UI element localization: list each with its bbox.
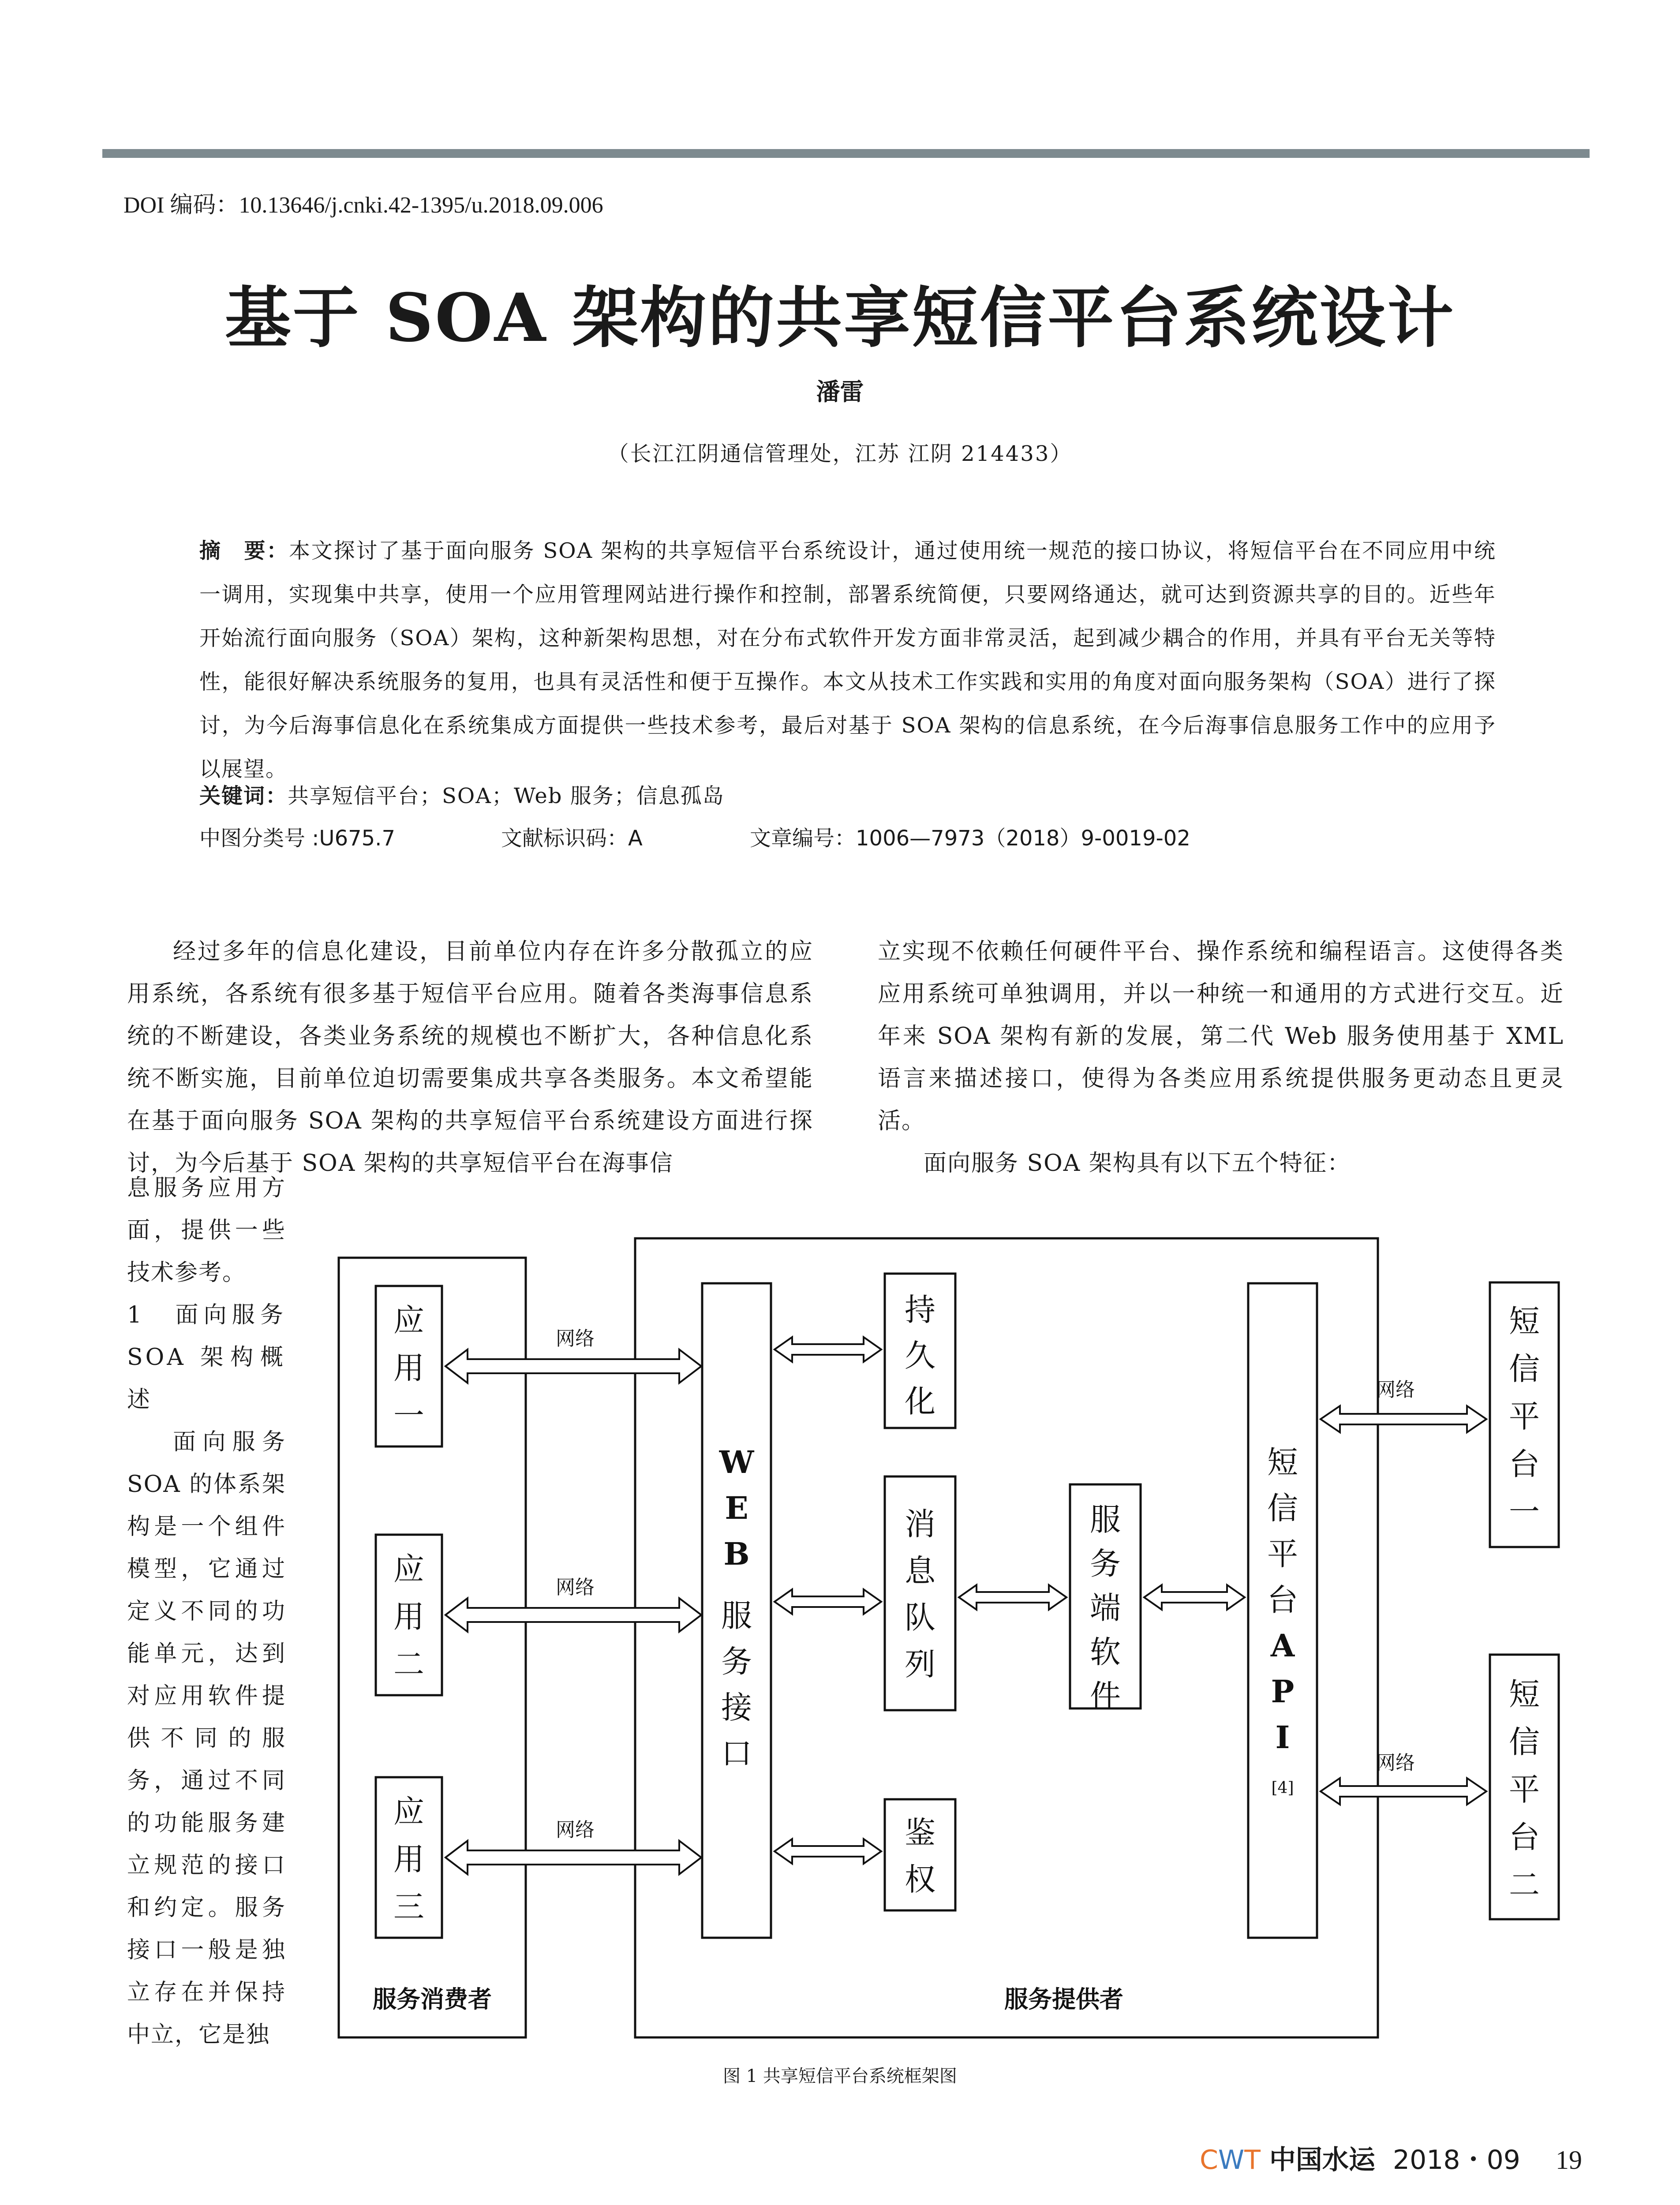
arrow-web-persistence [775, 1337, 881, 1362]
auth-text-char: 权 [905, 1861, 935, 1898]
arrow-app1-web [445, 1349, 701, 1383]
keywords [199, 779, 725, 809]
arrow-api-sms1 [1321, 1406, 1486, 1432]
sms-2-text-char: 短 [1509, 1676, 1540, 1712]
architecture-diagram [326, 1226, 1605, 2064]
server-text-char: 服 [1090, 1502, 1121, 1538]
author: 潘雷 [816, 378, 864, 406]
abstract-text: 本文探讨了基于面向服务 SOA 架构的共享短信平台系统设计，通过使用统一规范的接口协议，将短信平台在不同应用中统一调用，实现集中共享，使用一个应用管理网站进行操作和控制，部署系统简便，只要网络通达，就可达到资源共享的目的。近些年开始流行面向服务（SOA）架构，这种新架构思想，对在分布式软件开发方面非常灵活，起到减少耦合的作用，并具有平台无关等特性，能很好解决系统服务的复用，也具有灵活性和便于互操作。本文从技术工作实践和实用的角度对面向服务架构（SOA）进行了探讨，为今后海事信息化在系统集成方面提供一些技术参考，最后对基于 SOA 架构的信息系统，在今后海事信息服务工作中的应用予以展望。 [199, 538, 1496, 781]
cwt-logo [1200, 2145, 1261, 2175]
network-label-1: 网络 [556, 1327, 595, 1350]
app-2-text-char: 应 [393, 1551, 424, 1587]
body-paragraph-intro: 经过多年的信息化建设，目前单位内存在许多分散孤立的应用系统，各系统有很多基于短信平台应用。随着各类海事信息系统的不断建设，各类业务系统的规模也不断扩大，各种信息化系统不断实施，目前单位迫切需要集成共享各类服务。本文希望能在基于面向服务 SOA 架构的共享短信平台系统建设方面进行探讨，为今后基于 SOA 架构的共享短信平台在海事信 [127, 938, 813, 1177]
body-paragraph-features: 面向服务 SOA 架构具有以下五个特征： [924, 1150, 1351, 1177]
figure-caption: 图 1 共享短信平台系统框架图 [723, 2066, 957, 2086]
app-3-text-char: 三 [393, 1889, 424, 1925]
provider-container [635, 1238, 1378, 2037]
doi-line: DOI 编码：10.13646/j.cnki.42-1395/u.2018.09.006 [123, 193, 603, 218]
provider-label: 服务提供者 [1004, 1985, 1123, 2013]
cwt-logo-w: W [1218, 2145, 1245, 2175]
web-service-text-char: E [725, 1490, 748, 1526]
sms-2-text-char: 二 [1509, 1867, 1540, 1903]
affiliation: （长江江阴通信管理处，江苏 江阴 214433） [607, 441, 1073, 466]
app-1-text-char: 应 [393, 1302, 424, 1338]
sms-1-text-char: 一 [1509, 1494, 1540, 1530]
auth-text-char: 鉴 [905, 1815, 935, 1851]
api-text-char: 短 [1267, 1444, 1298, 1480]
network-label-2: 网络 [556, 1576, 595, 1599]
arrow-queue-server [959, 1585, 1066, 1610]
sms-2-text-char: 信 [1509, 1724, 1540, 1760]
arrow-api-sms2 [1321, 1778, 1486, 1805]
sms-1-text-char: 平 [1509, 1398, 1540, 1435]
arrow-web-queue [775, 1589, 881, 1614]
body-paragraph-intro-cont: 息服务应用方面，提供一些技术参考。 [127, 1175, 286, 1286]
journal-name: 中国水运 [1269, 2145, 1375, 2175]
api-text-char: A [1270, 1627, 1295, 1664]
network-label-3: 网络 [556, 1819, 595, 1841]
persistence-text-char: 化 [905, 1383, 935, 1420]
api-text-char: 台 [1267, 1582, 1298, 1618]
persistence-text-char: 久 [905, 1338, 935, 1374]
arrow-web-auth [775, 1839, 881, 1864]
page-footer [1200, 2139, 1582, 2177]
web-service-text-char: 接 [721, 1689, 752, 1726]
web-service-text-char: 口 [721, 1735, 752, 1771]
app-1-text-char: 一 [393, 1398, 424, 1434]
sms-2-text-char: 平 [1509, 1771, 1540, 1808]
api-reference: [4] [1271, 1779, 1294, 1797]
left-column-top [127, 931, 813, 1185]
section-heading-1: 1 面向服务 SOA 架构概述 [127, 1302, 286, 1413]
arrow-server-api [1144, 1585, 1245, 1610]
sms-1-text-char: 台 [1509, 1446, 1540, 1482]
persistence-text-char: 持 [905, 1292, 935, 1328]
web-service-text-char: 务 [721, 1644, 752, 1680]
cwt-logo-c: C [1200, 2145, 1218, 2175]
app-3-text-char: 用 [393, 1841, 424, 1877]
abstract-label: 摘 要： [199, 538, 289, 563]
abstract [199, 529, 1496, 791]
consumer-label: 服务消费者 [373, 1985, 492, 2013]
server-text-char: 务 [1090, 1546, 1121, 1582]
network-label-4: 网络 [1376, 1379, 1415, 1401]
queue-text-char: 消 [905, 1506, 935, 1542]
header-rule [102, 149, 1590, 158]
issue-date: 2018・09 [1392, 2145, 1520, 2175]
queue-text-char: 队 [905, 1600, 935, 1636]
server-text-char: 软 [1090, 1634, 1121, 1670]
arrow-app2-web [445, 1598, 701, 1632]
app-3-text-char: 应 [393, 1794, 424, 1830]
web-service-text-char: 服 [721, 1598, 752, 1634]
server-text-char: 件 [1090, 1678, 1121, 1714]
body-paragraph-soa: 面向服务 SOA 的体系架构是一个组件模型，它通过定义不同的功能单元，达到对应用软件提供不同的服务，通过不同的功能服务建立规范的接口和约定。服务接口一般是独立存在并保持中立，它是独 [127, 1429, 286, 2048]
doc-code: 文献标识码：A [501, 826, 643, 851]
queue-text-char: 列 [905, 1646, 935, 1682]
queue-text-char: 息 [905, 1553, 935, 1589]
right-column [878, 931, 1564, 1185]
body-paragraph-right: 立实现不依赖任何硬件平台、操作系统和编程语言。这使得各类应用系统可单独调用，并以一种统一和通用的方式进行交互。近年来 SOA 架构有新的发展，第二代 Web 服务使用基于 XML 语言来描述接口，使得为各类应用系统提供服务更动态且更灵活。 [878, 938, 1564, 1134]
sms-1-text-char: 短 [1509, 1303, 1540, 1339]
web-service-text-char: B [723, 1536, 750, 1572]
api-text-char: P [1271, 1673, 1295, 1710]
app-2-text-char: 二 [393, 1646, 424, 1682]
api-text-char: 平 [1267, 1536, 1298, 1572]
api-text-char: I [1275, 1719, 1290, 1756]
app-2-text-char: 用 [393, 1599, 424, 1635]
clc-code: 中图分类号 :U675.7 [199, 826, 395, 851]
cwt-logo-t: T [1244, 2145, 1261, 2175]
arrow-app3-web [445, 1841, 701, 1874]
sms-2-text-char: 台 [1509, 1819, 1540, 1855]
network-label-5: 网络 [1376, 1752, 1415, 1774]
keywords-label: 关键词： [199, 784, 288, 808]
left-narrow-column [127, 1167, 286, 2056]
article-number: 文章编号：1006—7973（2018）9-0019-02 [750, 826, 1190, 851]
page-number: 19 [1555, 2145, 1582, 2175]
keywords-text: 共享短信平台；SOA；Web 服务；信息孤岛 [288, 784, 725, 808]
sms-1-text-char: 信 [1509, 1351, 1540, 1387]
web-service-text-char: W [719, 1444, 754, 1480]
paper-title: 基于 SOA 架构的共享短信平台系统设计 [224, 279, 1456, 357]
app-1-text-char: 用 [393, 1350, 424, 1386]
consumer-container [339, 1258, 526, 2037]
server-text-char: 端 [1090, 1590, 1121, 1626]
api-text-char: 信 [1267, 1490, 1298, 1526]
